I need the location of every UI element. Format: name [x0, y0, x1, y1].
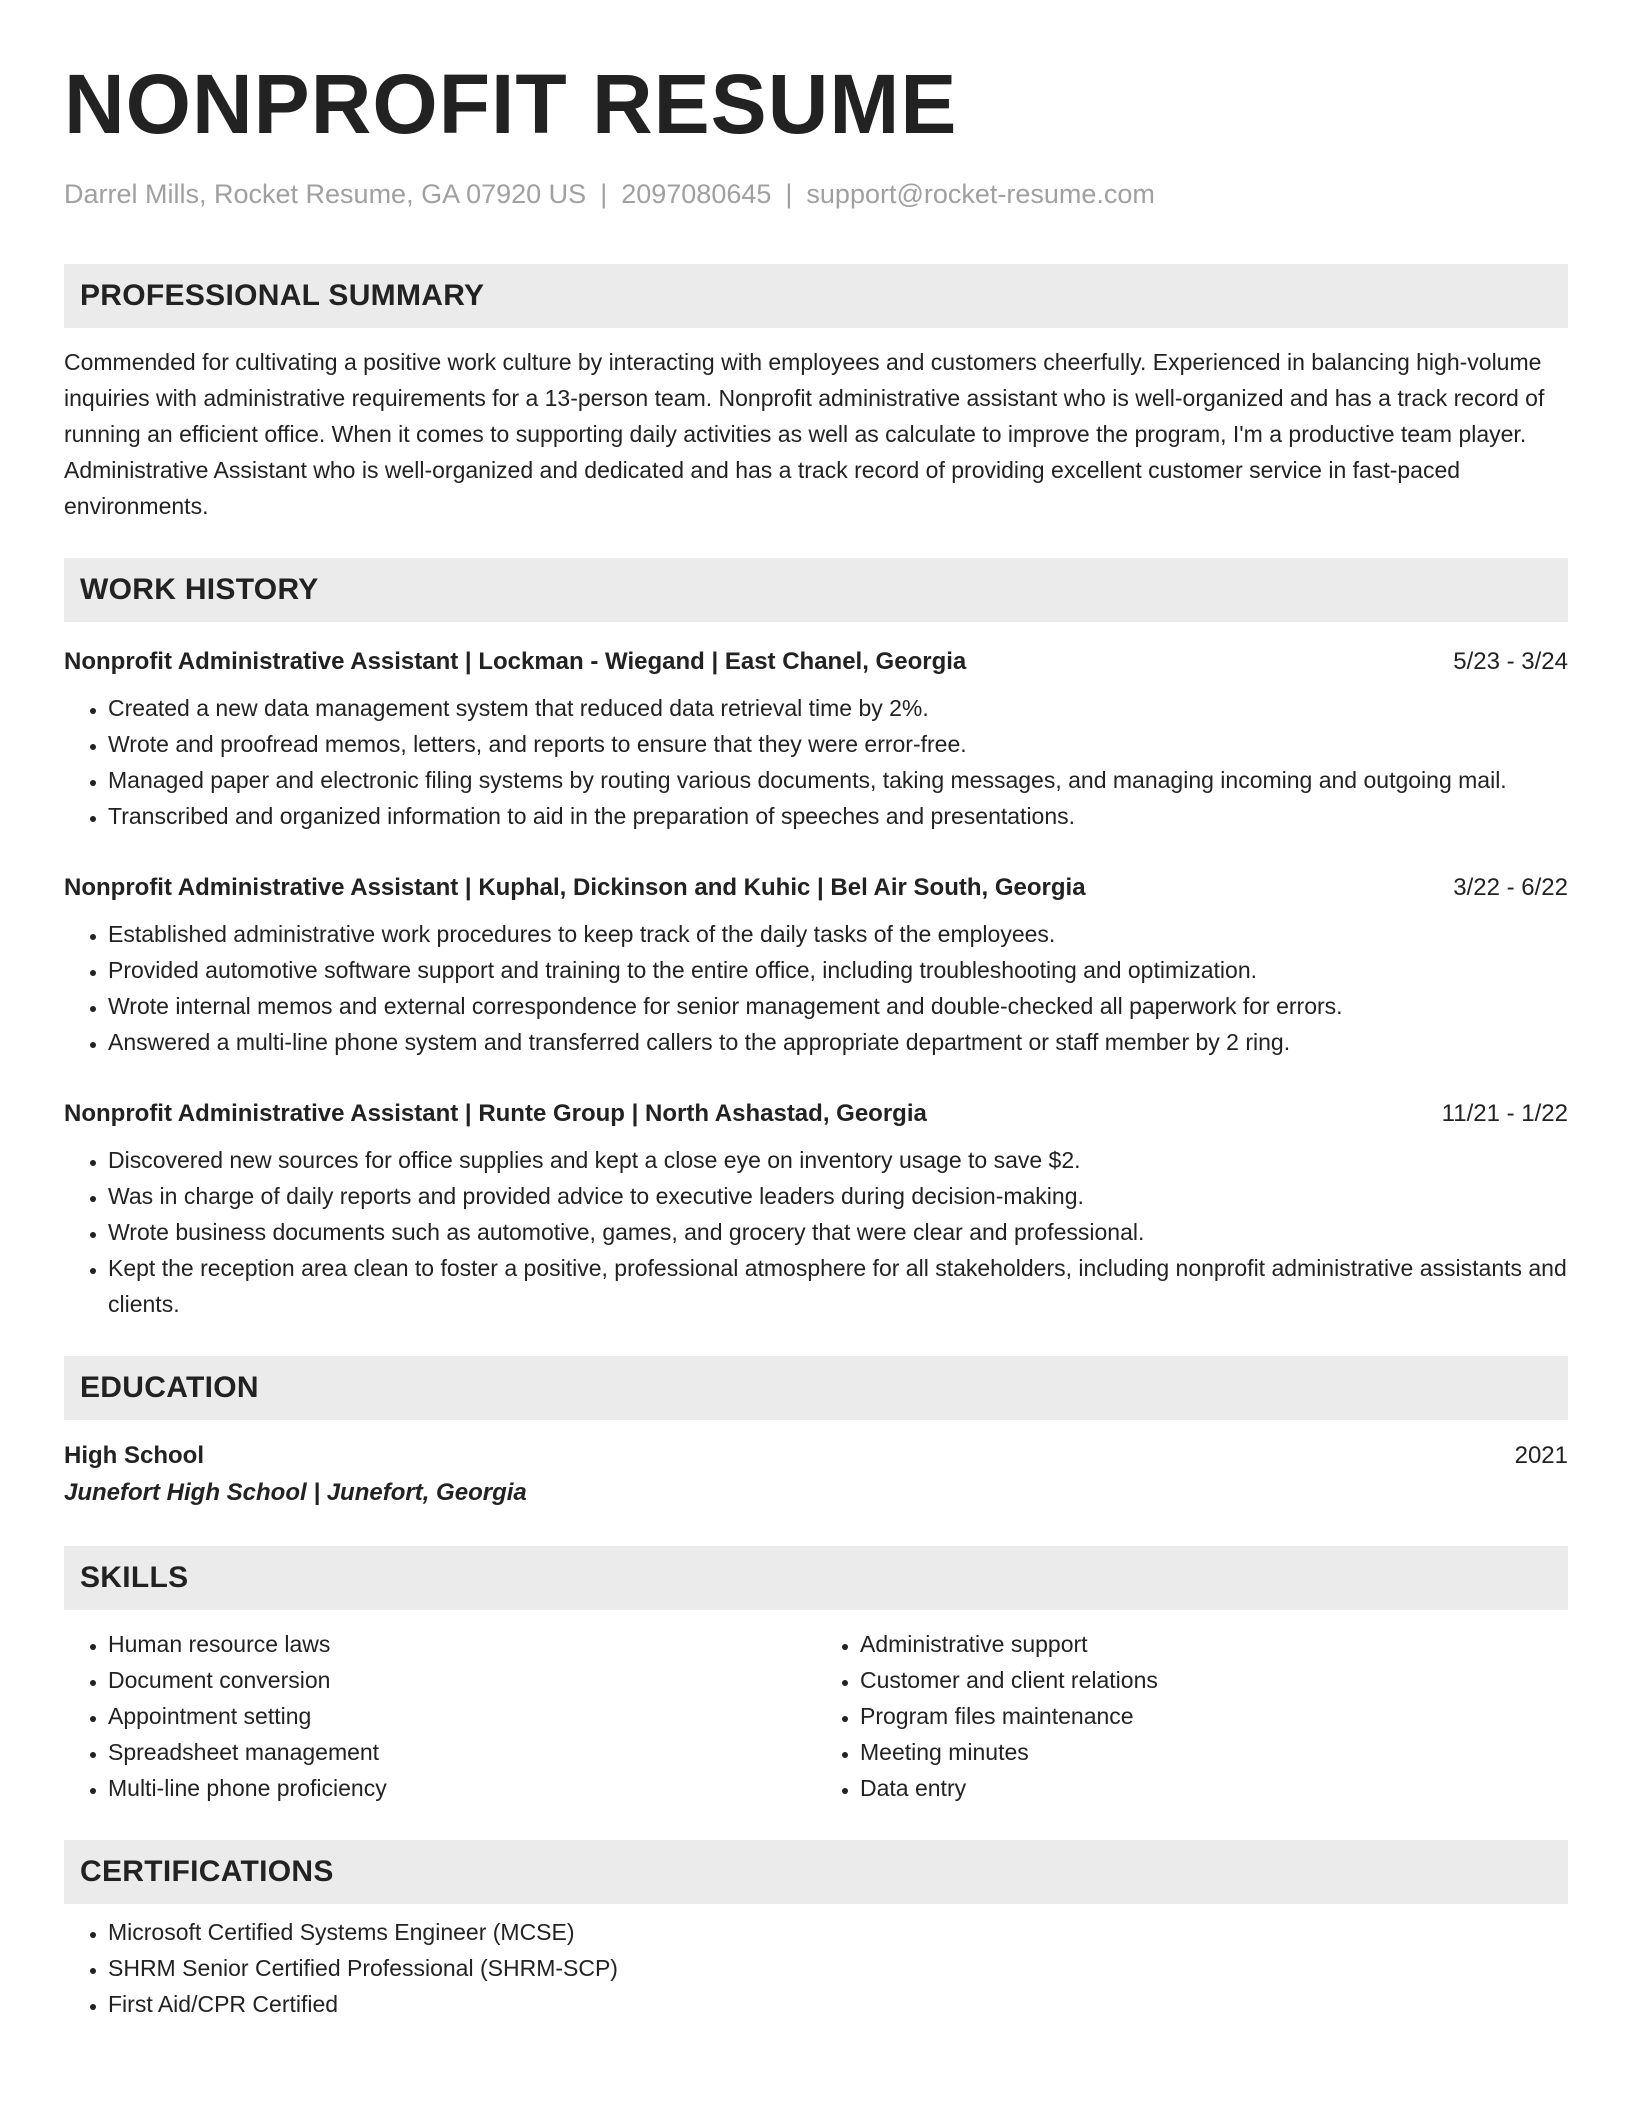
job-bullet: • Kept the reception area clean to foster a positive, professional atmosphere for all stakeholders, including nonprofit administrative assistants and clients. [108, 1250, 1568, 1322]
skill-item: • Spreadsheet management [108, 1734, 816, 1770]
job-bullet: • Managed paper and electronic filing systems by routing various documents, taking messages, and managing incoming and outgoing mail. [108, 762, 1568, 798]
education-degree: High School [64, 1442, 204, 1469]
certifications-list [64, 1914, 1568, 2022]
job-bullet: • Provided automotive software support and training to the entire office, including troubleshooting and optimization. [108, 952, 1568, 988]
job-bullet: • Answered a multi-line phone system and transferred callers to the appropriate department or staff member by 2 ring. [108, 1024, 1568, 1060]
job-bullet: • Created a new data management system that reduced data retrieval time by 2%. [108, 690, 1568, 726]
job-dates: 5/23 - 3/24 [1453, 648, 1568, 675]
contact-line [64, 176, 1568, 212]
job-title: Nonprofit Administrative Assistant | Lockman - Wiegand | East Chanel, Georgia [64, 648, 967, 675]
work-history-heading: WORK HISTORY [64, 558, 1568, 622]
skill-item: • Document conversion [108, 1662, 816, 1698]
education-entry [64, 1438, 1568, 1512]
skill-item: • Data entry [860, 1770, 1568, 1806]
skills-list-left [64, 1626, 816, 1806]
skill-item: • Customer and client relations [860, 1662, 1568, 1698]
summary-text: Commended for cultivating a positive work culture by interacting with employees and customers cheerfully. Experienced in balancing high-volume inquiries with administrative requirements for a 13-person team. Nonprofit administrative assistant who is well-organized and has a track record of running an efficient office. When it comes to supporting daily activities as well as calculate to improve the program, I'm a productive team player. Administrative Assistant who is well-organized and dedicated and has a track record of providing excellent customer service in fast-paced environments. [64, 349, 1545, 519]
skill-item: • Meeting minutes [860, 1734, 1568, 1770]
contact-address: Darrel Mills, Rocket Resume, GA 07920 US [64, 179, 587, 209]
contact-email: support@rocket-resume.com [806, 179, 1155, 209]
skill-item: • Human resource laws [108, 1626, 816, 1662]
job-entry [64, 1096, 1568, 1322]
education-school: Junefort High School | Junefort, Georgia [64, 1479, 527, 1506]
skills-heading: SKILLS [64, 1546, 1568, 1610]
certification-item: • First Aid/CPR Certified [108, 1986, 1568, 2022]
job-bullet: • Transcribed and organized information to aid in the preparation of speeches and presentations. [108, 798, 1568, 834]
contact-phone: 2097080645 [621, 179, 772, 209]
skill-item: • Appointment setting [108, 1698, 816, 1734]
job-dates: 3/22 - 6/22 [1453, 874, 1568, 901]
skill-item: • Administrative support [860, 1626, 1568, 1662]
skills-columns [64, 1626, 1568, 1806]
job-title: Nonprofit Administrative Assistant | Kuphal, Dickinson and Kuhic | Bel Air South, Georgia [64, 874, 1086, 901]
certifications-heading: CERTIFICATIONS [64, 1840, 1568, 1904]
skill-item: • Multi-line phone proficiency [108, 1770, 816, 1806]
job-dates: 11/21 - 1/22 [1441, 1100, 1568, 1127]
certification-item: • Microsoft Certified Systems Engineer (MCSE) [108, 1914, 1568, 1950]
job-title: Nonprofit Administrative Assistant | Runte Group | North Ashastad, Georgia [64, 1100, 927, 1127]
job-bullet: • Wrote and proofread memos, letters, and reports to ensure that they were error-free. [108, 726, 1568, 762]
job-bullet: • Wrote business documents such as automotive, games, and grocery that were clear and professional. [108, 1214, 1568, 1250]
skill-item: • Program files maintenance [860, 1698, 1568, 1734]
job-bullet: • Was in charge of daily reports and provided advice to executive leaders during decision-making. [108, 1178, 1568, 1214]
job-bullet: • Wrote internal memos and external correspondence for senior management and double-checked all paperwork for errors. [108, 988, 1568, 1024]
summary-section [64, 264, 1568, 524]
job-bullets [64, 916, 1568, 1060]
skills-section [64, 1546, 1568, 1806]
contact-separator: | [600, 179, 608, 209]
job-bullets [64, 1142, 1568, 1322]
education-heading: EDUCATION [64, 1356, 1568, 1420]
education-year: 2021 [1514, 1442, 1568, 1469]
job-entry [64, 870, 1568, 1060]
education-section [64, 1356, 1568, 1512]
summary-heading: PROFESSIONAL SUMMARY [64, 264, 1568, 328]
certifications-section [64, 1840, 1568, 2022]
job-bullet: • Discovered new sources for office supplies and kept a close eye on inventory usage to save $2. [108, 1142, 1568, 1178]
job-bullet: • Established administrative work procedures to keep track of the daily tasks of the employees. [108, 916, 1568, 952]
skills-list-right [816, 1626, 1568, 1806]
resume-title: NONPROFIT RESUME [64, 57, 958, 151]
contact-separator: | [785, 179, 793, 209]
certification-item: • SHRM Senior Certified Professional (SHRM-SCP) [108, 1950, 1568, 1986]
work-history-section [64, 558, 1568, 1322]
job-entry [64, 644, 1568, 834]
job-bullets [64, 690, 1568, 834]
